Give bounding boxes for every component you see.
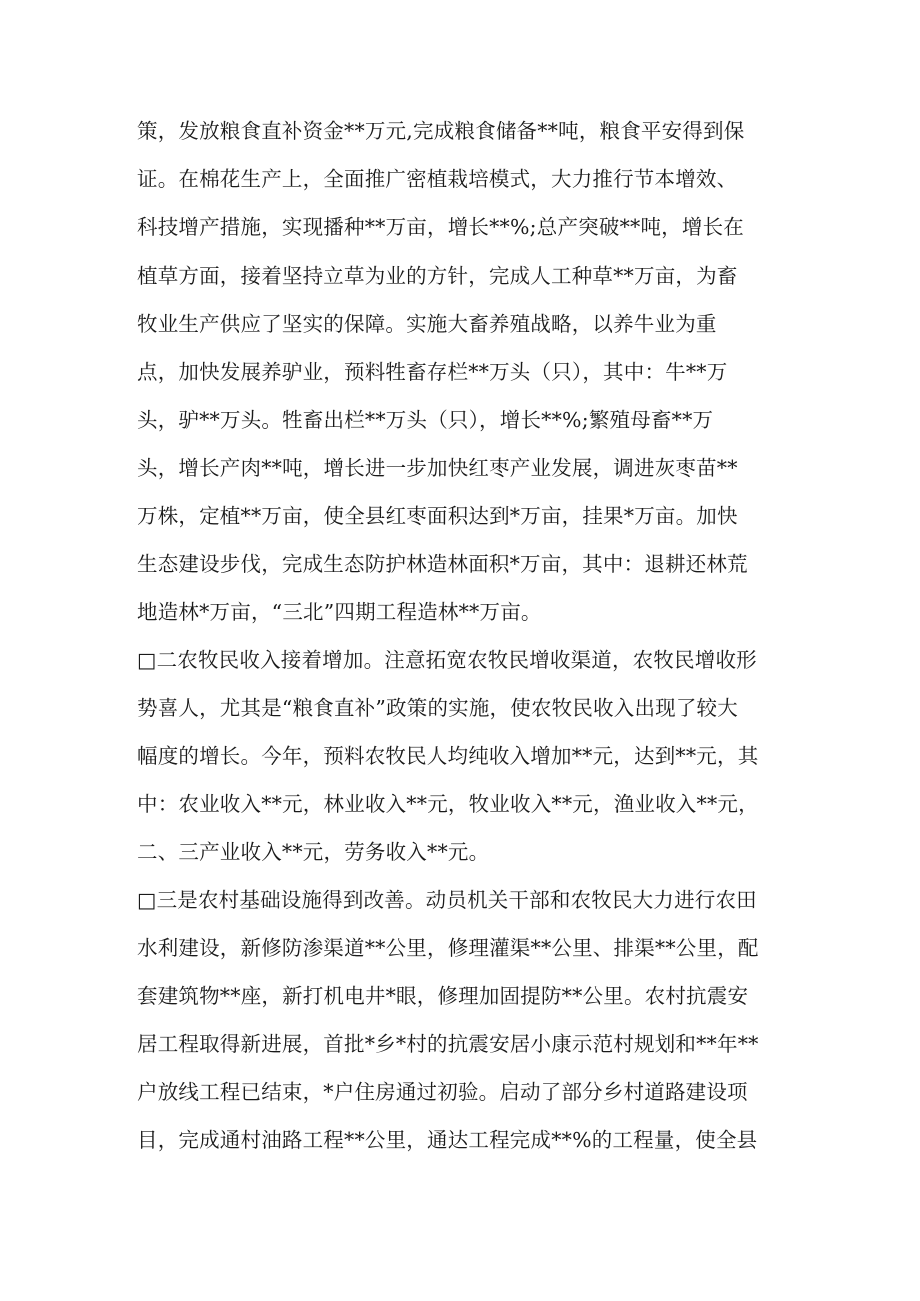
paragraph-start-line: □二农牧民收入接着增加。注意拓宽农牧民增收渠道，农牧民增收形: [137, 648, 757, 672]
paragraph-start-line: □三是农村基础设施得到改善。动员机关干部和农牧民大力进行农田: [137, 888, 757, 912]
text-line: 万株，定植**万亩，使全县红枣面积达到*万亩，挂果*万亩。加快: [137, 504, 738, 528]
text-line: 头，驴**万头。牲畜出栏**万头（只），增长**%;繁殖母畜**万: [137, 408, 714, 432]
text-line: 幅度的增长。今年，预料农牧民人均纯收入增加**元，达到**元，其: [137, 744, 759, 768]
text-line: 居工程取得新进展，首批*乡*村的抗震安居小康示范村规划和**年**: [137, 1032, 759, 1056]
text-line: 点，加快发展养驴业，预料牲畜存栏**万头（只），其中：牛**万: [137, 360, 728, 384]
text-line: 策，发放粮食直补资金**万元,完成粮食储备**吨，粮食平安得到保: [137, 119, 745, 143]
text-line: 头，增长产肉**吨，增长进一步加快红枣产业发展，调进灰枣苗**: [137, 456, 738, 480]
text-line: 植草方面，接着坚持立草为业的方针，完成人工种草**万亩，为畜: [137, 264, 738, 288]
text-line: 中：农业收入**元，林业收入**元，牧业收入**元，渔业收入**元，: [137, 792, 759, 816]
text-line: 生态建设步伐，完成生态防护林造林面积*万亩，其中：退耕还林荒: [137, 552, 748, 576]
text-line: 科技增产措施，实现播种**万亩，增长**%;总产突破**吨，增长在: [137, 215, 744, 239]
text-line: 目，完成通村油路工程**公里，通达工程完成**%的工程量，使全县: [137, 1128, 758, 1152]
text-line: 户放线工程已结束，*户住房通过初验。启动了部分乡村道路建设项: [137, 1080, 748, 1104]
text-line: 势喜人，尤其是“粮食直补”政策的实施，使农牧民收入出现了较大: [137, 696, 738, 720]
text-line: 套建筑物**座，新打机电井*眼，修理加固提防**公里。农村抗震安: [137, 984, 749, 1008]
text-line: 二、三产业收入**元，劳务收入**元。: [137, 840, 490, 864]
text-line: 牧业生产供应了坚实的保障。实施大畜养殖战略，以养牛业为重: [137, 312, 717, 336]
text-line: 地造林*万亩，“三北”四期工程造林**万亩。: [137, 600, 542, 624]
text-line: 证。在棉花生产上，全面推广密植栽培模式，大力推行节本增效、: [137, 167, 738, 191]
text-line: 水利建设，新修防渗渠道**公里，修理灌渠**公里、排渠**公里，配: [137, 936, 759, 960]
